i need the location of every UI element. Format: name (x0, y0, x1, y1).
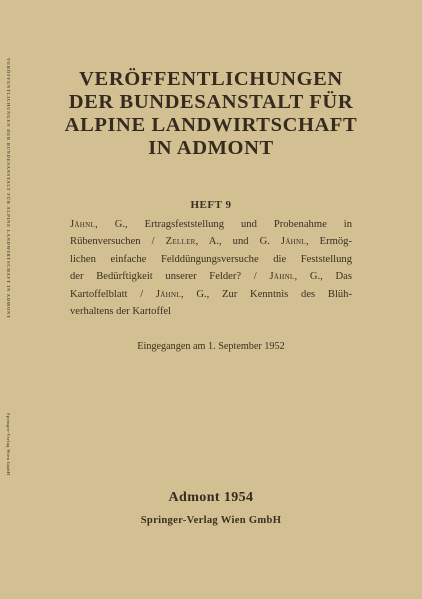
issue-number: HEFT 9 (190, 199, 232, 211)
contents-text: , G., Ertragsfeststellung und Probenahme in (95, 219, 352, 230)
contents-text: verhaltens der Kartoffel (70, 305, 171, 317)
author-name: Zeller (165, 236, 196, 248)
received-date: Eingegangen am 1. September 1952 (137, 341, 285, 352)
author-name: Jähnl (280, 236, 306, 248)
contents-line-3 (70, 251, 352, 268)
spine-series-title: VERÖFFENTLICHUNGEN DER BUNDESANSTALT FÜR ALPINE LANDWIRTSCHAFT IN ADMONT (6, 58, 11, 319)
contents-text: , Ermög- (305, 236, 352, 248)
contents-text: , G., Das (294, 271, 352, 283)
contents-text: der Bedürftigkeit unserer Felder? / (70, 271, 270, 283)
series-title-line-3: ALPINE LANDWIRTSCHAFT (64, 114, 358, 136)
contents-line-6 (70, 303, 352, 320)
table-of-contents (70, 216, 352, 320)
contents-text: , G., Zur Kenntnis des Blüh- (180, 288, 353, 300)
spine-title (4, 58, 12, 478)
series-title-line-2: DER BUNDESANSTALT FÜR (68, 91, 354, 113)
place-and-year: Admont 1954 (168, 490, 254, 505)
author-name: Jähnl (269, 271, 295, 283)
author-name: Jähnl (70, 219, 96, 230)
spine-publisher: Springer-Verlag Wien GmbH (6, 413, 11, 476)
contents-line-4 (70, 268, 352, 285)
contents-text: Kartoffelblatt / (70, 288, 156, 300)
series-title-line-1: VERÖFFENTLICHUNGEN (79, 68, 343, 90)
series-title-line-4: IN ADMONT (148, 137, 274, 159)
contents-text: lichen einfache Felddüngungsversuche die Feststellung (70, 253, 352, 265)
publisher-name: Springer-Verlag Wien GmbH (140, 515, 282, 526)
contents-line-5 (70, 286, 352, 303)
contents-line-1 (70, 216, 352, 233)
contents-text: , A., und G. (195, 236, 281, 248)
contents-text: Rübenversuchen / (70, 236, 166, 248)
contents-line-2 (70, 233, 352, 250)
author-name: Jähnl (155, 288, 181, 300)
series-title (30, 68, 392, 160)
